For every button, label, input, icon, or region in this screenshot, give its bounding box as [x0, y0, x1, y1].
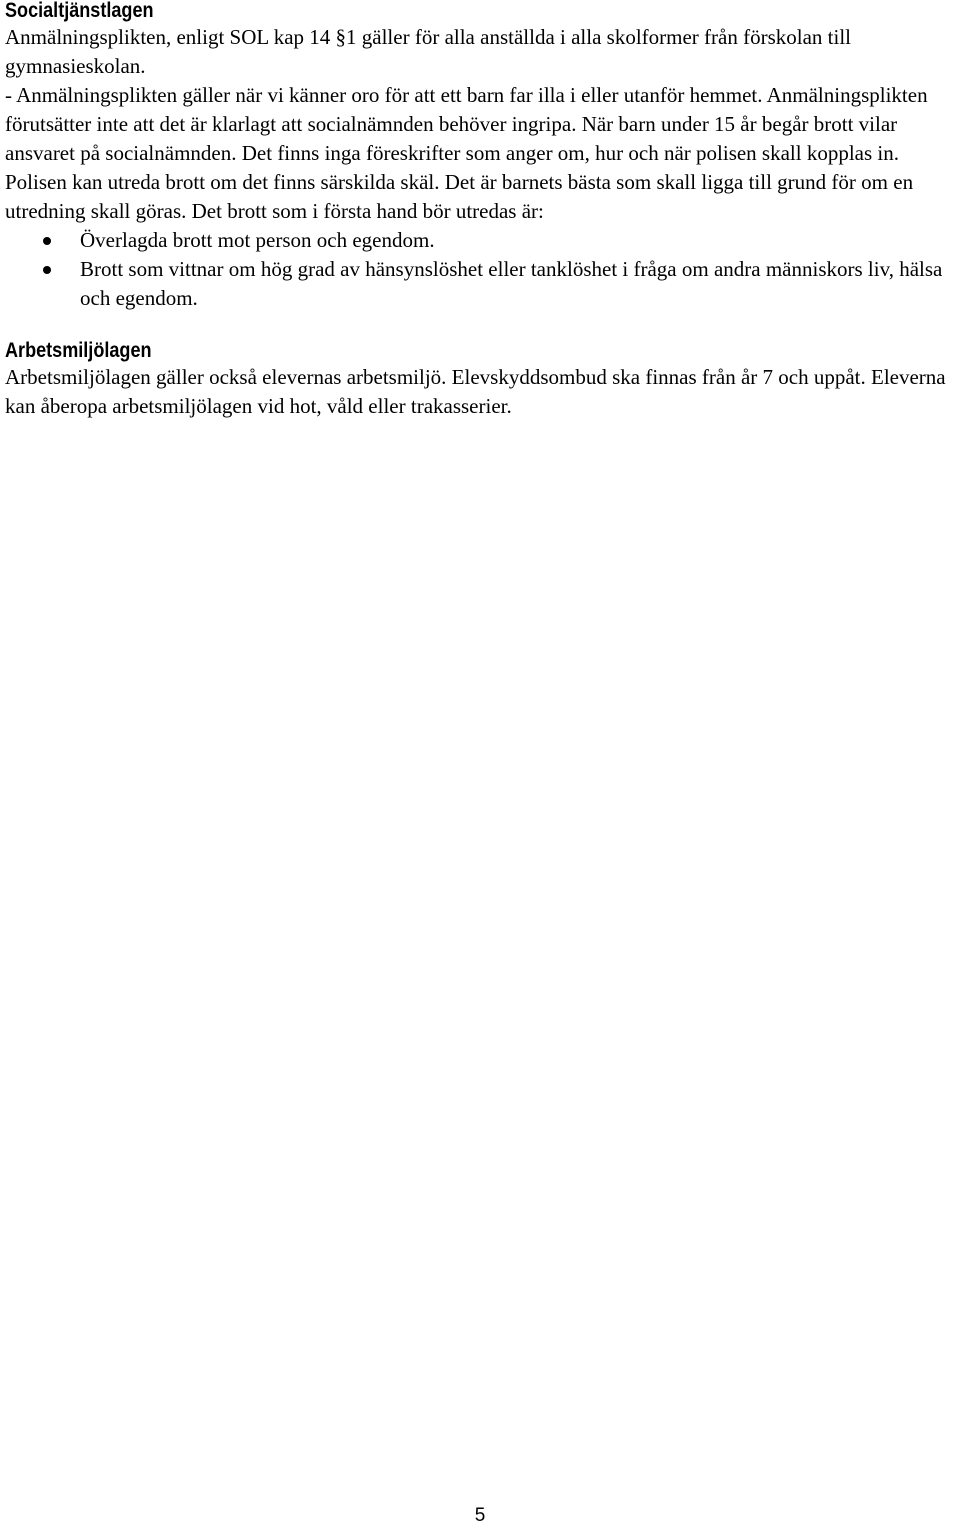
section-heading: Arbetsmiljölagen	[5, 339, 152, 362]
section-heading: Socialtjänstlagen	[5, 0, 154, 22]
document-page	[5, 0, 955, 421]
list-item	[5, 255, 955, 313]
section-arbetsmiljolagen	[5, 339, 955, 421]
paragraph-anmalningsplikt: Anmälningsplikten, enligt SOL kap 14 §1 gäller för alla anställda i alla skolformer från förskolan till gymnasieskolan.	[5, 25, 852, 78]
paragraph-anmalningsplikt-details: - Anmälningsplikten gäller när vi känner oro för att ett barn far illa i eller utanför hemmet. Anmälningsplikten förutsätter inte att det är klarlagt att socialnämnden behöver ingripa. När barn under 15 år begår brott vilar ansvaret på socialnämnden. Det finns inga föreskrifter som anger om, hur och när polisen skall kopplas in. Polisen kan utreda brott om det finns särskilda skäl. Det är barnets bästa som skall ligga till grund för om en utredning skall göras. Det brott som i första hand bör utredas är:	[5, 83, 928, 223]
list-item-text: Brott som vittnar om hög grad av hänsynslöshet eller tanklöshet i fråga om andra människors liv, hälsa och egendom.	[80, 257, 943, 310]
section-socialtjanstlagen	[5, 0, 955, 313]
list-item	[5, 226, 955, 255]
bullet-list	[5, 226, 955, 313]
paragraph-arbetsmiljo: Arbetsmiljölagen gäller också elevernas arbetsmiljö. Elevskyddsombud ska finnas från år 7 och uppåt. Eleverna kan åberopa arbetsmiljölagen vid hot, våld eller trakasserier.	[5, 365, 946, 418]
page-number: 5	[474, 1505, 486, 1526]
bullet-icon	[43, 266, 51, 274]
bullet-icon	[43, 237, 51, 245]
list-item-text: Överlagda brott mot person och egendom.	[80, 228, 435, 252]
